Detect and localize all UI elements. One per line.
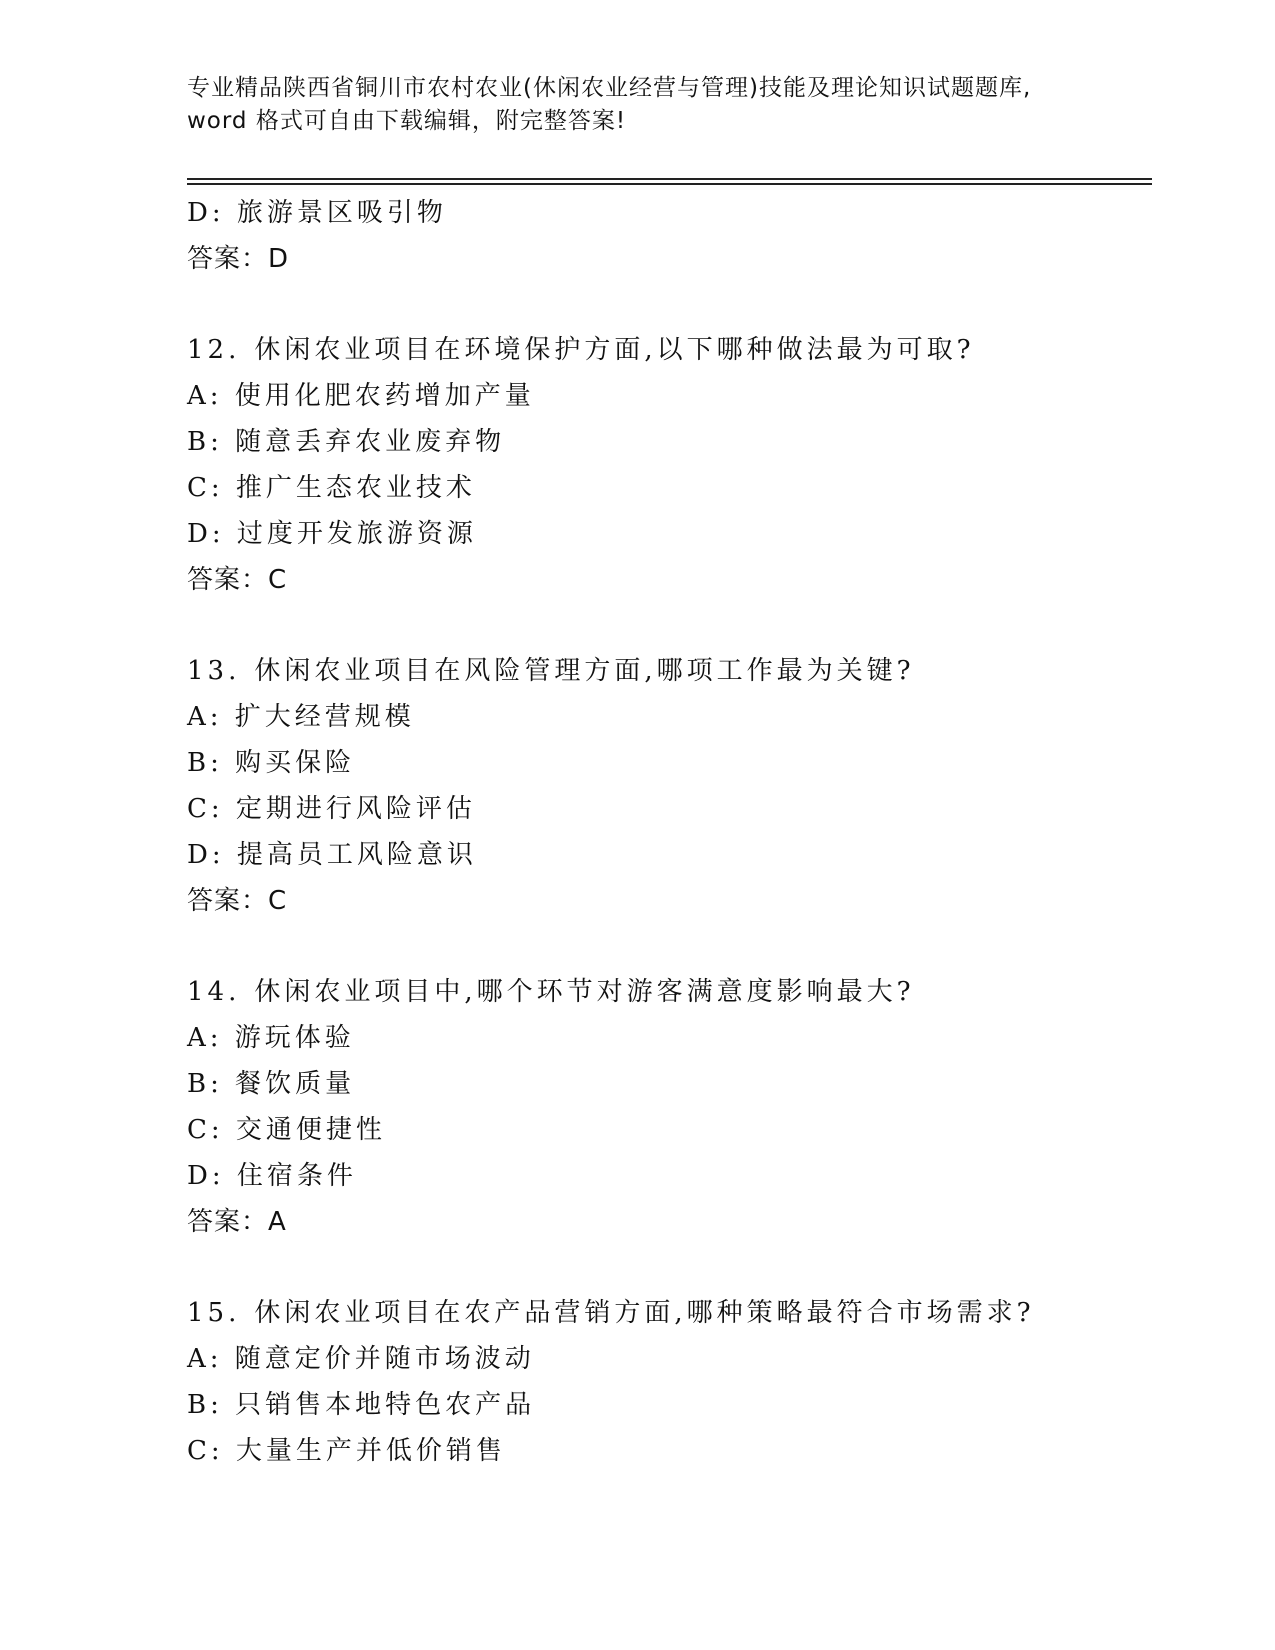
question-text: 休闲农业项目中,哪个环节对游客满意度影响最大? <box>254 977 915 1007</box>
option-b: B: 只销售本地特色农产品 <box>187 1390 536 1420</box>
question-block-13 <box>187 648 1147 924</box>
answer: 答案：A <box>187 1207 287 1237</box>
option-d: D: 过度开发旅游资源 <box>187 519 477 549</box>
header-divider-top <box>187 178 1152 180</box>
header-title-line-2: word 格式可自由下载编辑，附完整答案! <box>187 108 627 134</box>
option-c: C: 定期进行风险评估 <box>187 794 476 824</box>
option-c: C: 推广生态农业技术 <box>187 473 476 503</box>
question-block-15 <box>187 1290 1147 1474</box>
question-number: 12. <box>187 335 241 365</box>
option-b: B: 餐饮质量 <box>187 1069 356 1099</box>
question-stem <box>187 327 1147 373</box>
answer: 答案：C <box>187 565 288 595</box>
question-list <box>187 190 1147 1474</box>
question-number: 13. <box>187 656 241 686</box>
question-text: 休闲农业项目在农产品营销方面,哪种策略最符合市场需求? <box>254 1298 1035 1328</box>
option-a: A: 随意定价并随市场波动 <box>187 1344 535 1374</box>
option-c: C: 大量生产并低价销售 <box>187 1436 506 1466</box>
option-a: A: 扩大经营规模 <box>187 702 415 732</box>
question-stem <box>187 969 1147 1015</box>
header-title-line-1: 专业精品陕西省铜川市农村农业(休闲农业经营与管理)技能及理论知识试题题库, <box>187 75 1032 101</box>
question-stem <box>187 648 1147 694</box>
question-block-14 <box>187 969 1147 1245</box>
option-a: A: 游玩体验 <box>187 1023 355 1053</box>
option-c: C: 交通便捷性 <box>187 1115 386 1145</box>
option-a: A: 使用化肥农药增加产量 <box>187 381 535 411</box>
question-text: 休闲农业项目在风险管理方面,哪项工作最为关键? <box>254 656 915 686</box>
answer: 答案：C <box>187 886 288 916</box>
spacer <box>187 924 1147 969</box>
spacer <box>187 282 1147 327</box>
question-text: 休闲农业项目在环境保护方面,以下哪种做法最为可取? <box>254 335 975 365</box>
question-block-12 <box>187 327 1147 603</box>
option-b: B: 随意丢弃农业废弃物 <box>187 427 506 457</box>
question-number: 14. <box>187 977 241 1007</box>
header-divider-bottom <box>187 183 1152 185</box>
question-number: 15. <box>187 1298 241 1328</box>
document-header <box>187 72 1087 138</box>
spacer <box>187 1245 1147 1290</box>
option-d: D: 旅游景区吸引物 <box>187 198 447 228</box>
question-stem <box>187 1290 1147 1336</box>
option-b: B: 购买保险 <box>187 748 356 778</box>
answer: 答案：D <box>187 244 290 274</box>
option-d: D: 提高员工风险意识 <box>187 840 477 870</box>
option-d: D: 住宿条件 <box>187 1161 357 1191</box>
spacer <box>187 603 1147 648</box>
